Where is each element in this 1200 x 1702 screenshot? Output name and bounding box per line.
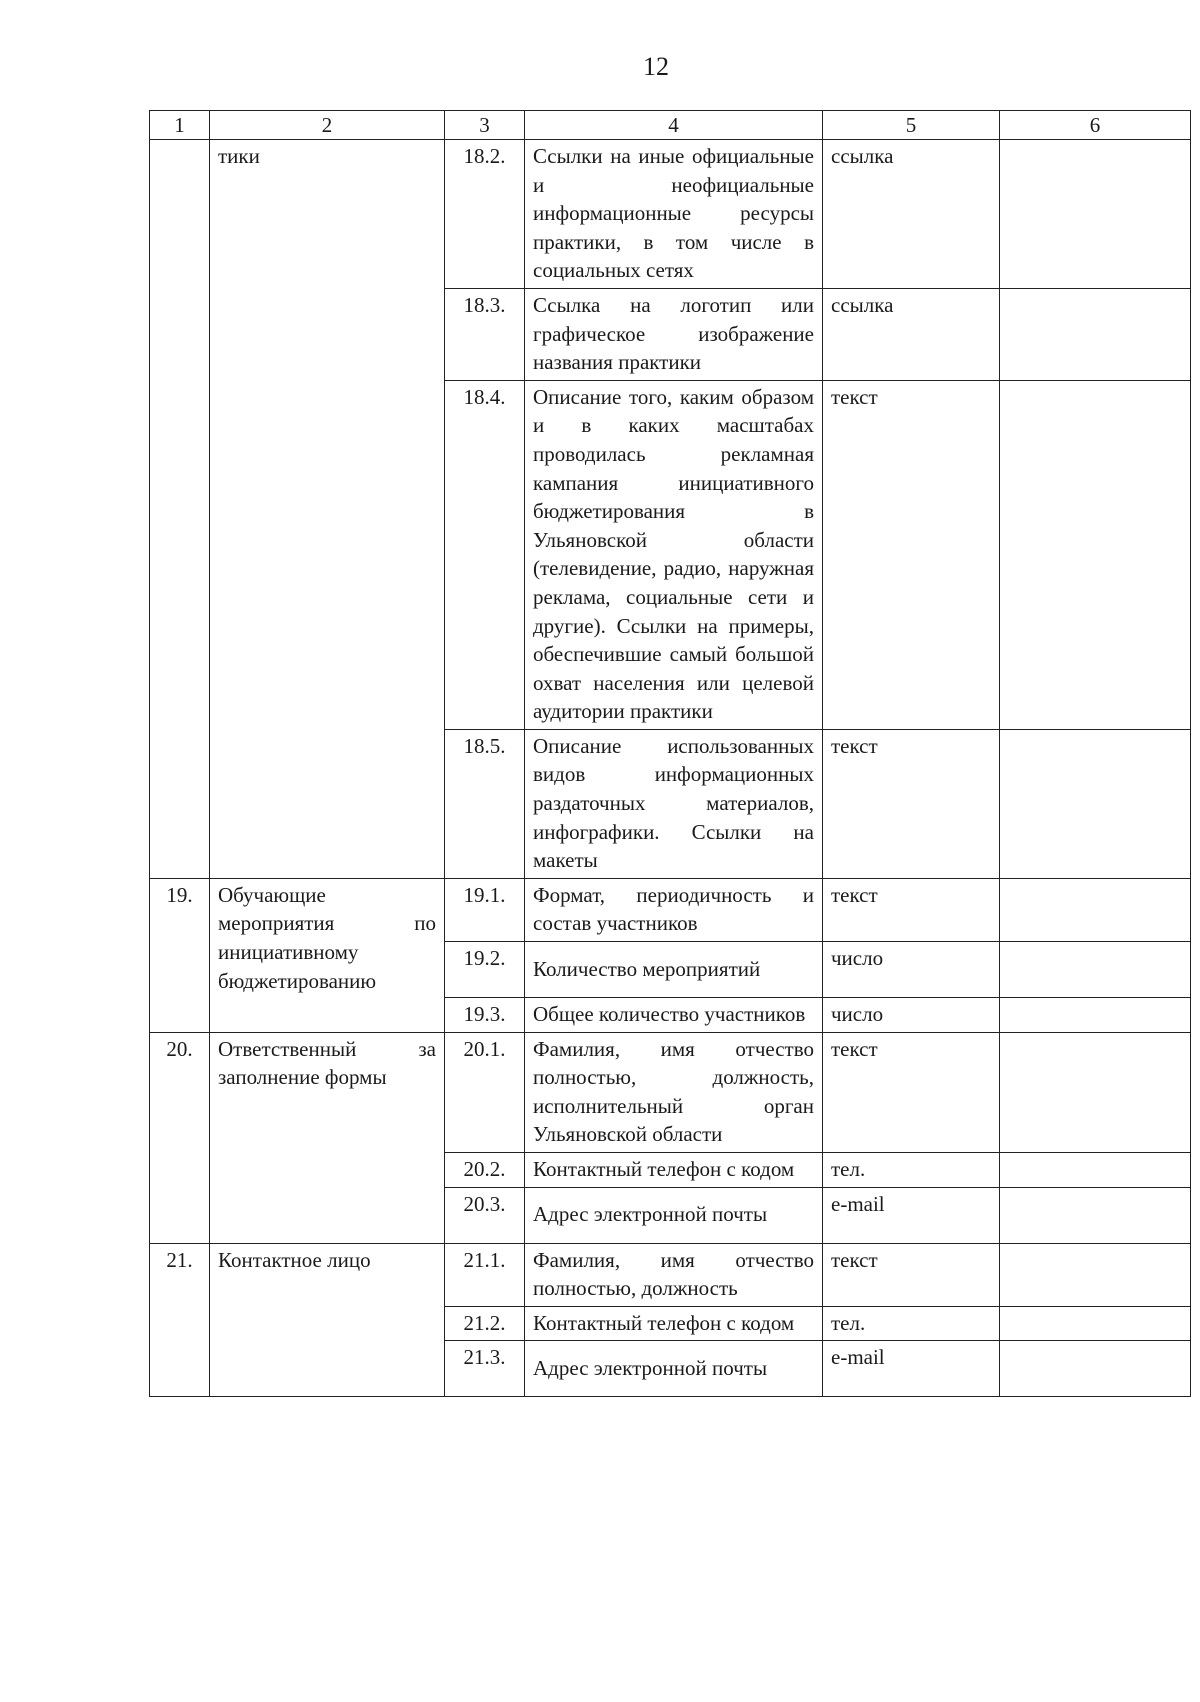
item-note (1000, 140, 1191, 289)
item-description: Описание того, каким образом и в каких масштабах проводилась рекламная кампания инициативного бюджетирования в Ульяновской области (телевидение, радио, наружная реклама, социальные сети и другие). Ссылки на примеры, обеспечившие самый большой охват населения или целевой аудитории практики (525, 380, 823, 729)
item-description: Контактный телефон с кодом (525, 1306, 823, 1341)
item-code: 18.4. (445, 380, 525, 729)
item-code: 18.5. (445, 729, 525, 878)
item-note (1000, 1341, 1191, 1397)
section-number: 19. (150, 878, 210, 1032)
item-code: 21.2. (445, 1306, 525, 1341)
item-note (1000, 1243, 1191, 1306)
item-description: Ссылка на логотип или графическое изображение названия практики (525, 288, 823, 380)
section-number: 21. (150, 1243, 210, 1397)
item-code: 19.2. (445, 942, 525, 998)
item-code: 21.1. (445, 1243, 525, 1306)
section-number: 20. (150, 1032, 210, 1243)
item-type: e-mail (823, 1341, 1000, 1397)
section-number (150, 140, 210, 879)
table-row (150, 140, 1191, 289)
item-type: тел. (823, 1306, 1000, 1341)
item-description: Фамилия, имя отчество полностью, должность, исполнительный орган Ульяновской области (525, 1032, 823, 1152)
section-name: тики (210, 140, 445, 879)
section-name: Контактное лицо (210, 1243, 445, 1397)
column-header-4: 4 (525, 111, 823, 140)
item-description: Общее количество участников (525, 998, 823, 1033)
item-code: 18.2. (445, 140, 525, 289)
item-code: 20.2. (445, 1153, 525, 1188)
column-header-1: 1 (150, 111, 210, 140)
item-note (1000, 288, 1191, 380)
item-note (1000, 729, 1191, 878)
item-note (1000, 1153, 1191, 1188)
item-type: число (823, 942, 1000, 998)
page-number: 12 (643, 52, 669, 81)
item-description: Адрес электронной почты (525, 1341, 823, 1397)
item-description: Контактный телефон с кодом (525, 1153, 823, 1188)
section-name: Ответственный за заполнение формы (210, 1032, 445, 1243)
header-row (150, 111, 1191, 140)
table-row (150, 1243, 1191, 1306)
item-description: Ссылки на иные официальные и неофициальные информационные ресурсы практики, в том числе в социальных сетях (525, 140, 823, 289)
item-type: текст (823, 380, 1000, 729)
item-code: 20.3. (445, 1187, 525, 1243)
item-note (1000, 878, 1191, 941)
item-note (1000, 1032, 1191, 1152)
item-code: 19.3. (445, 998, 525, 1033)
item-note (1000, 380, 1191, 729)
item-type: ссылка (823, 288, 1000, 380)
item-description: Фамилия, имя отчество полностью, должность (525, 1243, 823, 1306)
item-code: 20.1. (445, 1032, 525, 1152)
item-code: 18.3. (445, 288, 525, 380)
item-code: 21.3. (445, 1341, 525, 1397)
item-description: Количество мероприятий (525, 942, 823, 998)
item-type: текст (823, 1243, 1000, 1306)
item-type: ссылка (823, 140, 1000, 289)
item-note (1000, 1306, 1191, 1341)
item-type: текст (823, 878, 1000, 941)
table-row (150, 1032, 1191, 1152)
item-type: число (823, 998, 1000, 1033)
section-name: Обучающие мероприятия по инициативному бюджетированию (210, 878, 445, 1032)
column-header-5: 5 (823, 111, 1000, 140)
item-note (1000, 1187, 1191, 1243)
item-description: Адрес электронной почты (525, 1187, 823, 1243)
column-header-6: 6 (1000, 111, 1191, 140)
table-row (150, 878, 1191, 941)
item-description: Описание использованных видов информационных раздаточных материалов, инфографики. Ссылки на макеты (525, 729, 823, 878)
column-header-2: 2 (210, 111, 445, 140)
item-description: Формат, периодичность и состав участников (525, 878, 823, 941)
item-note (1000, 942, 1191, 998)
item-code: 19.1. (445, 878, 525, 941)
item-type: тел. (823, 1153, 1000, 1188)
item-type: e-mail (823, 1187, 1000, 1243)
column-header-3: 3 (445, 111, 525, 140)
item-type: текст (823, 729, 1000, 878)
form-table (149, 110, 1191, 1397)
item-note (1000, 998, 1191, 1033)
item-type: текст (823, 1032, 1000, 1152)
